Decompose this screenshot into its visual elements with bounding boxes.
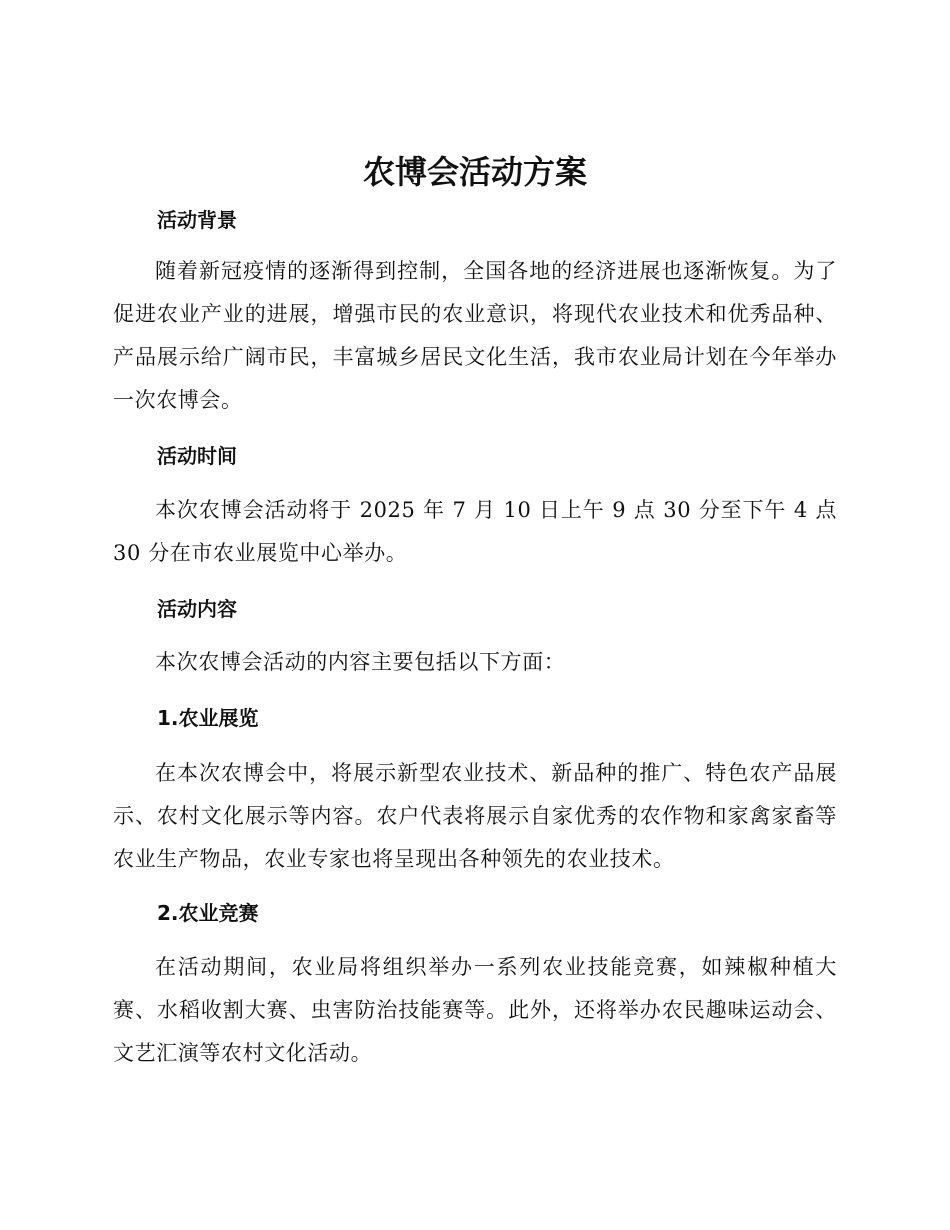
paragraph-time: 本次农博会活动将于 2025 年 7 月 10 日上午 9 点 30 分至下午 4 点 30 分在市农业展览中心举办。 [113, 498, 837, 565]
section-heading-content: 活动内容 [157, 597, 237, 621]
section-heading-time: 活动时间 [157, 444, 237, 468]
paragraph-background: 随着新冠疫情的逐渐得到控制，全国各地的经济进展也逐渐恢复。为了促进农业产业的进展，增强市民的农业意识，将现代农业技术和优秀品种、产品展示给广阔市民，丰富城乡居民文化生活，我市农业局计划在今年举办一次农博会。 [113, 259, 837, 412]
section-heading-exhibition: 1.农业展览 [157, 706, 259, 730]
paragraph-content-intro: 本次农博会活动的内容主要包括以下方面： [155, 650, 566, 674]
section-heading-background: 活动背景 [157, 208, 237, 232]
paragraph-competition: 在活动期间，农业局将组织举办一系列农业技能竞赛，如辣椒种植大赛、水稻收割大赛、虫害防治技能赛等。此外，还将举办农民趣味运动会、文艺汇演等农村文化活动。 [113, 955, 837, 1065]
document-title: 农博会活动方案 [362, 153, 587, 191]
section-heading-competition: 2.农业竞赛 [157, 901, 259, 925]
paragraph-exhibition: 在本次农博会中，将展示新型农业技术、新品种的推广、特色农产品展示、农村文化展示等内容。农户代表将展示自家优秀的农作物和家禽家畜等农业生产物品，农业专家也将呈现出各种领先的农业技术。 [113, 761, 837, 871]
